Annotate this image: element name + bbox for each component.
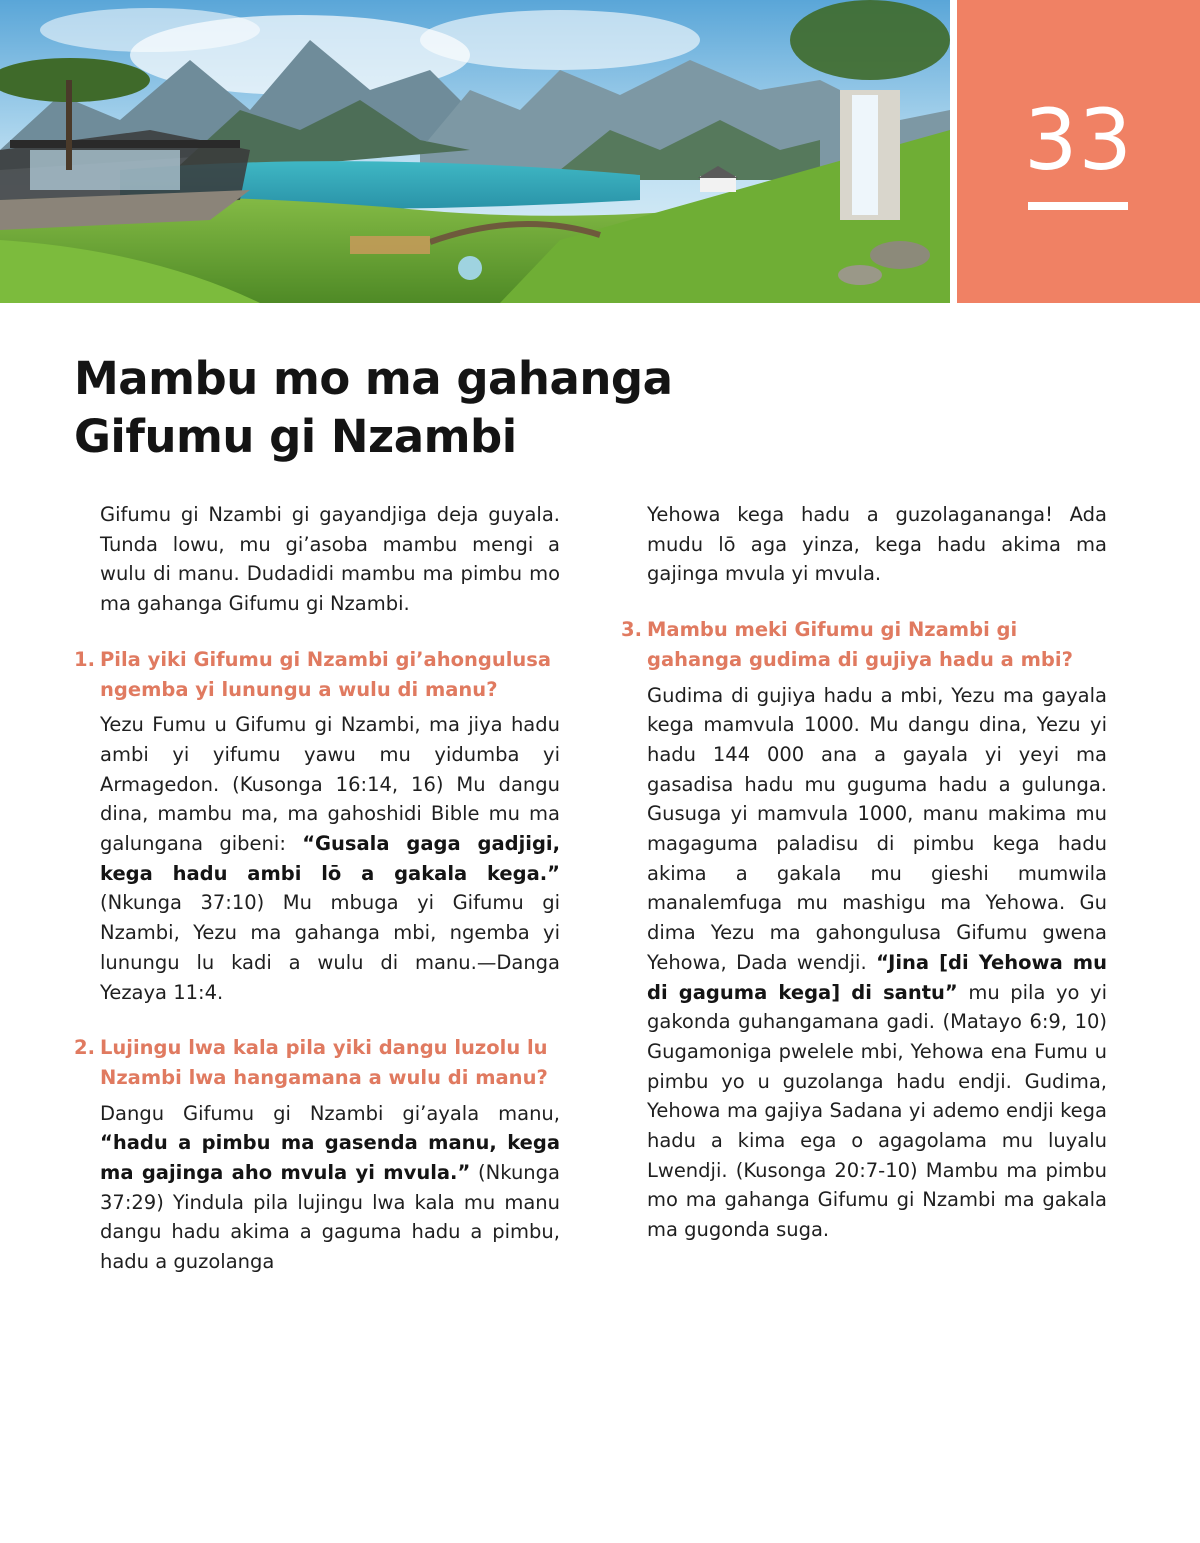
question-2 xyxy=(74,1033,560,1092)
answer-3-scripture-quote: “Jina [di Yehowa mu di gaguma kega] di santu” xyxy=(647,950,1107,1004)
intro-paragraph: Gifumu gi Nzambi gi gayandjiga deja guyala. Tunda lowu, mu gi’asoba mambu mengi a wulu di manu. Dudadidi mambu ma pimbu mo ma gahanga Gifumu gi Nzambi. xyxy=(100,503,560,616)
answer-2-scripture-quote: “hadu a pimbu ma gasenda manu, kega ma gajinga aho mvula yi mvula.” xyxy=(100,1131,560,1185)
title-line-1: Mambu mo ma gahanga xyxy=(74,352,673,405)
answer-2-text-a: Dangu Gifumu gi Nzambi gi’ayala manu, xyxy=(100,1101,560,1125)
page-title xyxy=(74,350,774,466)
answer-3-text-b: mu pila yo yi gakonda guhangamana gadi. (Matayo 6:9, 10) Gugamoniga pwelele mbi, Yehowa ena Fumu u pimbu yo u guzolanga hadu endji. Gudima, Yehowa ma gajiya Sadana yi ademo endji kega hadu a kima ega o agagolama mu luyalu Lwendji. (Kusonga 20:7-10) Mambu ma pimbu mo ma gahanga Gifumu gi Nzambi ma gakala ma gugonda suga. xyxy=(647,980,1107,1242)
lesson-badge xyxy=(957,0,1200,303)
question-3-number: 3. xyxy=(621,618,642,642)
answer-1-text-a: Yezu Fumu u Gifumu gi Nzambi, ma jiya hadu ambi yi yifumu yawu mu yidumba yi Armagedon. (Kusonga 16:14, 16) Mu dangu dina, mambu ma, ma gahoshidi Bible mu ma galungana gibeni: xyxy=(100,713,560,856)
question-3 xyxy=(621,615,1107,674)
title-line-2: Gifumu gi Nzambi xyxy=(74,410,517,463)
lesson-number: 33 xyxy=(1024,91,1133,189)
question-2-number: 2. xyxy=(74,1036,95,1060)
question-2-text: Lujingu lwa kala pila yiki dangu luzolu lu Nzambi lwa hangamana a wulu di manu? xyxy=(100,1036,548,1089)
answer-1-scripture-quote: “Gusala gaga gadjigi, kega hadu ambi lō a gakala kega.” xyxy=(100,832,561,885)
answer-1 xyxy=(100,710,560,1007)
answer-1-text-b: (Nkunga 37:10) Mu mbuga yi Gifumu gi Nzambi, Yezu ma gahanga mbi, ngemba yi lunungu lu kadi a wulu di manu.—Danga Yezaya 11:4. xyxy=(100,891,560,1004)
badge-underline xyxy=(1028,202,1128,210)
answer-2-continuation: Yehowa kega hadu a guzolagananga! Ada mudu lō aga yinza, kega hadu akima ma gajinga mvula yi mvula. xyxy=(647,503,1107,586)
right-column xyxy=(621,500,1107,1245)
left-column xyxy=(74,500,560,1277)
question-1 xyxy=(74,645,560,704)
answer-3 xyxy=(647,681,1107,1245)
answer-3-text-a: Gudima di gujiya hadu a mbi, Yezu ma gayala kega mamvula 1000. Mu dangu dina, Yezu yi hadu 144 000 ana a gayala yi yeyi ma gasadisa hadu mu guguma hadu a gulunga. Gusuga yi mamvula 1000, manu makima mu magaguma paladisu di pimbu kega hadu akima a gakala mu gieshi mumwila manalemfuga mu mashigu ma Yehowa. Gu dima Yezu ma gahongulusa Gifumu gwena Yehowa, Dada wendji. xyxy=(647,683,1107,974)
question-3-text: Mambu meki Gifumu gi Nzambi gi gahanga gudima di gujiya hadu a mbi? xyxy=(647,618,1073,671)
answer-2-text-b: (Nkunga 37:29) Yindula pila lujingu lwa kala mu manu dangu hadu akima a gaguma hadu a pimbu, hadu a guzolanga xyxy=(100,1161,560,1274)
question-1-number: 1. xyxy=(74,647,95,671)
hero-image xyxy=(0,0,950,303)
answer-2 xyxy=(100,1099,560,1277)
question-1-text: Pila yiki Gifumu gi Nzambi gi’ahongulusa ngemba yi lunungu a wulu di manu? xyxy=(100,647,552,701)
